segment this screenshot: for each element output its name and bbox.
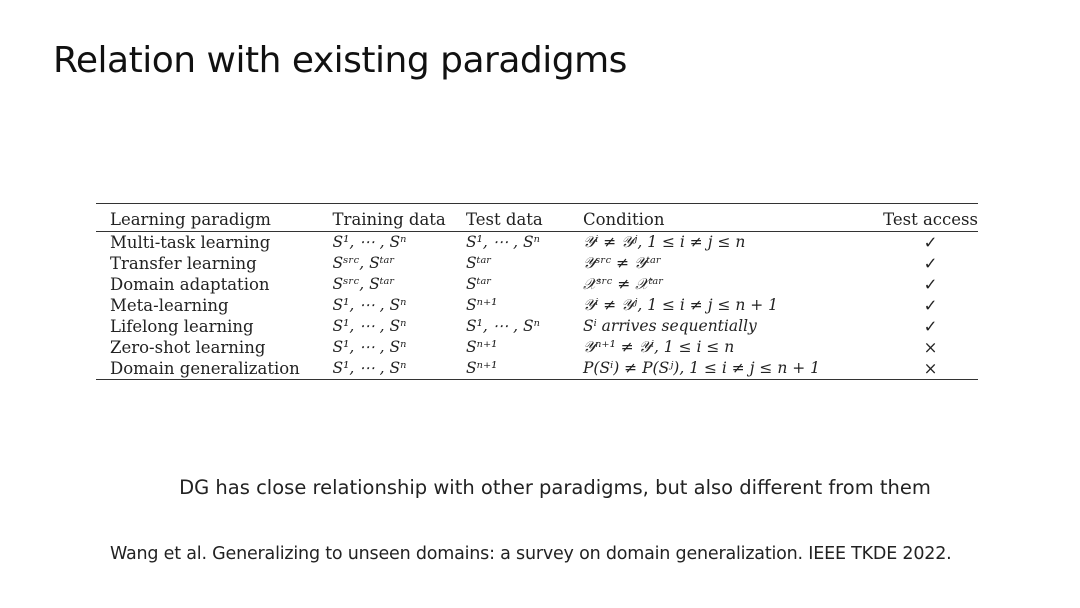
header-test-access: Test access (883, 209, 978, 229)
check-icon: ✓ (923, 233, 938, 252)
paradigm-cell: Multi-task learning (110, 233, 271, 252)
paradigm-cell: Zero-shot learning (110, 338, 266, 357)
slide-caption: DG has close relationship with other paradigms, but also different from them (179, 476, 931, 499)
training-data-cell: Sˢʳᶜ, Sᵗᵃʳ (332, 254, 395, 272)
condition-cell: 𝒴ˢʳᶜ ≠ 𝒴ᵗᵃʳ (583, 254, 662, 272)
test-data-cell: Sᵗᵃʳ (466, 275, 492, 293)
test-data-cell: S¹, ⋯ , Sⁿ (466, 233, 540, 251)
check-icon: ✓ (923, 254, 938, 273)
test-data-cell: Sᵗᵃʳ (466, 254, 492, 272)
paradigm-comparison-table (96, 203, 978, 380)
table-row (96, 253, 978, 274)
table-row (96, 295, 978, 316)
table-row (96, 316, 978, 337)
table-row (96, 337, 978, 358)
table-row (96, 358, 978, 380)
condition-cell: 𝒳ˢʳᶜ ≠ 𝒳ᵗᵃʳ (583, 275, 664, 293)
test-data-cell: Sⁿ⁺¹ (466, 359, 498, 377)
table-body (96, 232, 978, 380)
test-data-cell: S¹, ⋯ , Sⁿ (466, 317, 540, 335)
training-data-cell: S¹, ⋯ , Sⁿ (332, 233, 407, 251)
training-data-cell: S¹, ⋯ , Sⁿ (332, 359, 407, 377)
slide-title: Relation with existing paradigms (53, 40, 627, 81)
check-icon: ✓ (923, 296, 938, 315)
training-data-cell: S¹, ⋯ , Sⁿ (332, 296, 407, 314)
table-row (96, 232, 978, 254)
test-data-cell: Sⁿ⁺¹ (466, 338, 498, 356)
condition-cell: 𝒴ⁱ ≠ 𝒴ʲ, 1 ≤ i ≠ j ≤ n + 1 (583, 296, 779, 314)
header-test-data: Test data (466, 209, 543, 229)
cross-icon: × (923, 359, 938, 378)
training-data-cell: Sˢʳᶜ, Sᵗᵃʳ (332, 275, 395, 293)
header-training-data: Training data (332, 209, 446, 229)
paradigm-table-container (96, 203, 978, 380)
table-header (96, 204, 978, 232)
condition-cell: 𝒴ⁱ ≠ 𝒴ʲ, 1 ≤ i ≠ j ≤ n (583, 233, 746, 251)
test-data-cell: Sⁿ⁺¹ (466, 296, 498, 314)
paradigm-cell: Transfer learning (110, 254, 257, 273)
table-row (96, 274, 978, 295)
check-icon: ✓ (923, 275, 938, 294)
condition-cell: Sⁱ arrives sequentially (583, 317, 757, 335)
training-data-cell: S¹, ⋯ , Sⁿ (332, 317, 407, 335)
training-data-cell: S¹, ⋯ , Sⁿ (332, 338, 407, 356)
condition-cell: 𝒴ⁿ⁺¹ ≠ 𝒴ⁱ, 1 ≤ i ≤ n (583, 338, 735, 356)
paradigm-cell: Lifelong learning (110, 317, 254, 336)
check-icon: ✓ (923, 317, 938, 336)
paradigm-cell: Domain generalization (110, 359, 300, 378)
cross-icon: × (923, 338, 938, 357)
condition-cell: P(Sⁱ) ≠ P(Sʲ), 1 ≤ i ≠ j ≤ n + 1 (583, 359, 821, 377)
paradigm-cell: Domain adaptation (110, 275, 270, 294)
table-header-row (96, 204, 978, 232)
paradigm-cell: Meta-learning (110, 296, 229, 315)
header-condition: Condition (583, 209, 665, 229)
reference-citation: Wang et al. Generalizing to unseen domains: a survey on domain generalization. IEEE TKDE 2022. (110, 544, 952, 564)
header-learning-paradigm: Learning paradigm (110, 209, 271, 229)
